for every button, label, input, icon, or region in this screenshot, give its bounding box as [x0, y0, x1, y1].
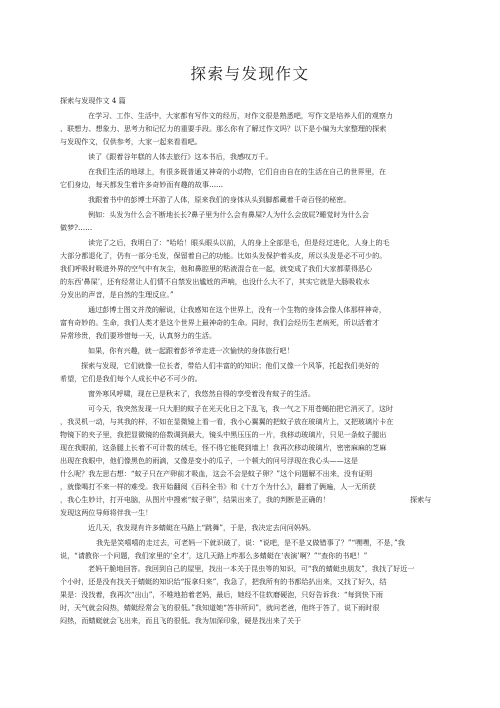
- text-line: 窗外寒风呼啸，现在已是秋末了，我悠然自得的享受着没有蚊子的生活。: [88, 389, 315, 398]
- text-line: 与发现作文，仅供参考，大家一起来看看吧。: [60, 137, 202, 146]
- document-title: 探索与发现作文: [190, 65, 310, 83]
- text-line: 我跟着书中的彭博士环游了人体，原来我们的身体从头到脚都藏着千奇百怪的秘密。: [88, 195, 351, 204]
- text-line: 物镜下的夹子里，我把显微镜的倍数调到最大，镜头中黑压压的一片，我移动玻璃片，只见一条蚊子腿出: [60, 430, 387, 439]
- text-line: 读了《跟着谷年糕的人体去旅行》这本书后，我感叹万千。: [88, 152, 273, 161]
- text-line: 我们呼吸时吸进外界的空气中有灰尘，他和鼻腔里的粘液混合在一起，就变成了我们大家都蒙得恶心: [60, 264, 373, 273]
- text-line: 时，天气就会闷热，蜻蜓经常会飞的很低。”我知道她“答非所问”，就问老爸，他终于答了，说下雨时很: [60, 603, 380, 612]
- text-line: 它们身边，每天都发生着许多奇妙而有趣的故事……: [60, 180, 224, 189]
- text-line: 个小时，还是没有找关于蜻蜓的知识给“报拿归来”，我急了，把我所有的书都给扒出来，又找了好久，结: [60, 577, 387, 586]
- document-subtitle: 探索与发现作文 4 篇: [60, 96, 126, 105]
- text-line: 发现这两位导师将伴我一生！: [60, 508, 153, 517]
- text-line: 、联想力、想象力、思考力和记忆力的重要手段。那么你有了解过作文吗？以下是小编为大家整理的探索: [60, 124, 387, 133]
- text-line: 的东西‘鼻屎’，还有经常让人们情不自禁发出尴尬的声响，也没什么大不了，其实它就是大肠吸收水: [60, 277, 370, 286]
- text-line: ，就像喝打不来一样的难受。我开始翻阅《百科全书》和《十万个为什么》，翻着了俩遍，人一无所获: [60, 482, 376, 491]
- text-line: 富有奇妙的。生命，我们人类才是这个世界上最神奇的生命。同时，我们会经历生老病死，所以活着才: [60, 318, 380, 327]
- text-line: 在学习、工作、生活中，大家都有写作文的经历，对作文很是熟悉吧，写作文是培养人们的观察力: [88, 111, 394, 120]
- text-line: 在我们生活的地球上，有很多既普通又神奇的小动物，它们自由自在的生活在自己的世界里，在: [88, 167, 386, 176]
- text-line: 通过彭博士图文并茂的解说，让我感知在这个世界上，没有一个生物的身体会像人体那样神奇，: [88, 305, 386, 314]
- text-line: 大部分都退化了，仍有一部分毛发，保留着自己的功能。比如头发保护着头皮，所以头发是必不可少的。: [60, 251, 387, 260]
- text-line: 可今天，我突然发现一只大胆的蚊子在光天化日之下乱飞，我一气之下用苍蝇拍把它消灭了，这时: [88, 404, 394, 413]
- text-line: 探索与发现，它们就像一位长者，带给人们丰富的的知识；他们又像一个风筝，托起我们美好的: [81, 361, 379, 370]
- text-line: 出现在我眼中，他们像黑色的雨滴，又像是变小的瓜子，一个顿大的问号浮现在我心头——这是: [60, 456, 358, 465]
- text-line: 读完了之后，我明白了：“哈哈！眼头眼头以前，人的身上全部是毛，但是经过进化，人身上的毛: [88, 238, 390, 247]
- text-line: 异常珍贵，我们要珍惜每一天，认真努力的生活。: [60, 331, 217, 340]
- text-line: 做梦?……: [60, 223, 93, 232]
- text-line: 近几天，我发现有许多蜻蜓在马路上“跳舞”，于是，我决定去问问妈妈。: [88, 523, 316, 532]
- text-line: ，我灵机一动，与其我的样，不如在显微镜上看一看，我小心翼翼的把蚊子放在玻璃片上，又把玻璃片卡在: [60, 417, 394, 426]
- text-line: 希望，它们是我们每个人成长中必不可少的。: [60, 374, 202, 383]
- text-line: 果是：没找着，我再次“出山”，不唯地拍着老妈，最后，她经不住软磨硬泡，只好告诉我：“每到快下雨: [60, 590, 384, 599]
- text-line: 现在我眼前，这条腿上长着不可计数的绒毛，怪不得它能爬到墙上！我再次移动玻璃片，密密麻麻的芝麻: [60, 443, 387, 452]
- text-line: 我先是笑嘻嘻的走过去，可老妈一下就识破了，说：“说吧，是不是又做错事了？”“嘿嘿，不是，”我: [96, 538, 405, 547]
- text-line: 闷热，而蜻蜓就会飞出来，而且飞的很低。我为加深印象，硬是找出来了关于: [60, 616, 302, 625]
- text-line: 什么呢？我左思右想：“蚊子只在产卵前才吸血，这会不会是蚊子卵？”这个问题解不出来，没有证明: [60, 469, 373, 478]
- text-line: 说，“请教你一个问题，我们家里的‘全才’，这几天路上咋那么多蜻蜓在‘表演’啊？”“查你的书吧！”: [60, 551, 368, 560]
- text-line: 探索与: [410, 495, 432, 504]
- text-line: ，我心生妙计，打开电脑，从图片中搜索“蚊子卵”，结果出来了，我的判断是正确的！: [60, 495, 330, 504]
- text-line: 分发出的声音，是自然的生理反应。”: [60, 290, 174, 299]
- text-line: 例如：头发为什么会不断地长长?鼻子里为什么会有鼻屎?人为什么会放屁?睡觉时为什么会: [88, 210, 369, 219]
- text-line: 如果，你有兴趣，就一起跟着彭爷爷走进一次愉快的身体旅行吧！: [88, 346, 294, 355]
- text-line: 老妈干脆地回答。我回到自己的屋里，找出一本关于昆虫等的知识，可“我的蜻蜓虫朋友”，我找了好近一: [88, 564, 415, 573]
